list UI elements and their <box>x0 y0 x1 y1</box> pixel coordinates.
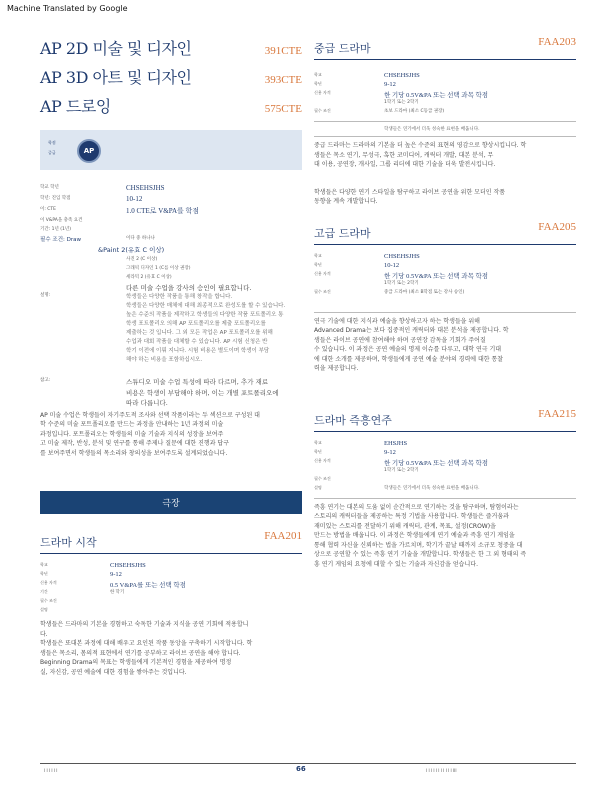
meta-value: 한 기당 0.5V&PA 또는 선택 과목 학점 <box>384 272 489 280</box>
meta-sub: 1학기 또는 2학기 <box>384 280 419 286</box>
detail-row <box>40 195 302 206</box>
ap-note-row <box>40 377 302 409</box>
prereq-line: 이다 중 하나나 <box>126 236 155 241</box>
meta-value: 0.5 V&PA를 또는 선택 학점 <box>110 582 186 589</box>
meta-key: 설명 <box>314 484 322 490</box>
body-line: 에 대한 소개를 제공하며, 학생들에게 공연 예술 분야의 경력에 대한 통찰 <box>314 355 504 363</box>
meta-key: 학교 <box>40 562 48 567</box>
body-line: 스토리의 캐릭터들을 제공하는 특정 기법을 사용합니다. 학생들은 즐거움과 <box>314 513 509 520</box>
ap-description <box>126 283 302 365</box>
detail-row <box>40 184 302 195</box>
summary-line: 고 미술 제작, 반성, 분석 및 연구를 통해 주제나 질문에 대한 진행과 답구 <box>40 440 229 447</box>
meta-value: 9-12 <box>110 571 122 578</box>
body-line: 대 이용, 공연장, 개사일, 그룹 리더에 대한 기술을 더욱 발전시킵니다. <box>314 161 496 168</box>
detail-small: 기간: 1년 (1년) <box>40 227 72 232</box>
body-line: 생들은 목소 연기, 무성극, 혹한 코미디어, 캐릭터 개발, 대본 분석, 무 <box>314 151 494 159</box>
desc-lead: 다른 미술 수업을 강사의 승인이 필요합니다. <box>126 284 252 292</box>
section-code: FAA215 <box>538 407 576 420</box>
prereq-item: 그래픽 디자인 1 (C를 이상 권장) <box>126 266 191 271</box>
meta-row <box>314 262 576 271</box>
ap-course-title: AP 드로잉 <box>40 97 111 116</box>
footer-left-mark: I I I I I I <box>44 768 58 773</box>
meta-key: 설명 <box>40 607 48 612</box>
meta-value: 한 학기 <box>110 589 125 594</box>
section-title: 고급 드라마 <box>314 226 371 240</box>
description-key: 설명: <box>40 293 51 298</box>
meta-row <box>40 571 302 580</box>
note-line: 스튜디오 미술 수업 특성에 따라 다르며, 추가 재료 <box>126 378 269 386</box>
meta-row <box>314 271 576 289</box>
prereq-list <box>40 256 302 283</box>
body-line: 즉흥 연기는 대본의 도움 없이 순간적으로 연기하는 것을 탐구하며, 탐험이라는 <box>314 503 519 511</box>
body-line: 중급 드라마는 드라마의 기본을 더 높은 수준의 표현의 영감으로 향상시킵니다. 학 <box>314 142 527 149</box>
meta-key: 학년 <box>314 261 322 267</box>
section-meta <box>40 562 302 616</box>
meta-value: 초보 드라마 (최소 C등급 권장) <box>384 109 445 114</box>
machine-translated-note: Machine Translated by Google <box>7 4 128 13</box>
detail-value: 1.0 CTE로 V&PA를 학점 <box>126 207 200 215</box>
meta-value: 9-12 <box>384 81 396 88</box>
meta-row <box>314 449 576 458</box>
meta-key: 학년 <box>314 81 322 86</box>
detail-key: 학년: 진입 학점 <box>40 196 71 201</box>
meta-row <box>314 485 576 494</box>
body-line: 상으로 공연할 수 있는 즉흥 연기 기술을 개발합니다. 학생들은 한 그 외 형태의 즉 <box>314 551 527 558</box>
desc-line: 제출하는 것 입니다. 그 외 모든 작업은 AP 포트폴리오를 위해 <box>126 330 273 336</box>
desc-line: 학생들은 다양한 매체에 대해 최종적으로 완성도를 할 수 있습니다. <box>126 303 286 309</box>
meta-value: 학생들은 연기에서 더욱 성숙한 표현을 배웁니다. <box>384 485 480 491</box>
detail-key: 이: CTE <box>40 207 57 212</box>
ap-description-row <box>40 283 302 365</box>
meta-row <box>40 589 302 598</box>
footer-right-mark: I I I I I I I I I I I III <box>426 768 457 773</box>
body-line: 학생들은 드라마의 기본을 경험하고 숙독한 기술과 지식을 공연 기회에 적용합니 <box>40 621 249 628</box>
meta-row <box>314 289 576 298</box>
left-column <box>40 36 302 677</box>
meta-row <box>314 458 576 476</box>
ap-note <box>126 377 302 409</box>
prereq-row <box>40 235 302 245</box>
ap-course-row <box>40 94 302 123</box>
ap-course-code: 393CTE <box>264 74 302 86</box>
body-line: 흥 연기 게임의 요청에 대할 수 있는 기술과 자신감을 얻습니다. <box>314 560 478 568</box>
ap-box-label: 증급 <box>48 150 56 155</box>
ap-course-title: AP 2D 미술 및 디자인 <box>40 39 192 58</box>
meta-value: CHSEHSJHS <box>110 562 146 569</box>
section-code: FAA205 <box>538 220 576 233</box>
meta-row <box>314 108 576 117</box>
prereq-item: 세라믹 2 (유효 C 이상) <box>126 275 172 280</box>
ap-info-box <box>40 130 302 170</box>
prereq-line: &Paint 2(유효 C 이상) <box>98 246 165 254</box>
detail-small: 이 V&PA을 충족 요건 <box>40 218 83 223</box>
section-meta <box>314 72 576 117</box>
desc-line: 학기 이전에 이뤄 지니다. 시험 비용은 별도이며 학생이 부담 <box>126 348 270 354</box>
body-line: 다. <box>40 630 48 638</box>
meta-key: 기간 <box>40 589 48 594</box>
meta-key: 학교 <box>314 72 322 77</box>
footer-rule <box>40 763 576 764</box>
meta-key: 필수 조건 <box>314 108 331 113</box>
meta-key: 신용 자격 <box>314 90 331 95</box>
body-line: 수 있습니다. 이 과정은 공연 예술의 명제 이슈를 다루고, 대학 연극 기대 <box>314 346 502 353</box>
summary-line: AP 미술 수업은 학생들이 자기주도적 조사와 선택 작품이라는 두 섹션으로 구성된 대 <box>40 411 260 419</box>
section-body <box>314 141 576 207</box>
drama-intro-section <box>40 530 302 677</box>
theater-banner: 극장 <box>40 491 302 514</box>
body-line: Advanced Drama는 보다 집중적인 캐릭터와 대본 분석을 제공합니다. 학 <box>314 327 509 334</box>
meta-key: 학교 <box>314 439 322 445</box>
detail-key: 학교 학년 <box>40 185 59 190</box>
note-key: 참고: <box>40 378 51 383</box>
body-line: 생들은 목소리, 몸의적 표현에서 연기를 공부하고 라이브 공연을 해야 합니다. <box>40 649 241 657</box>
section-title: 중급 드라마 <box>314 42 371 55</box>
section-code: FAA203 <box>538 36 576 48</box>
note-line: 따라 다릅니다. <box>126 399 168 407</box>
meta-key: 필수 조건 <box>314 288 331 294</box>
divider <box>314 121 576 122</box>
ap-course-row <box>40 36 302 65</box>
ap-box-label: 학점 <box>48 140 56 145</box>
desc-line: 높은 수준의 작품을 제작하고 학생들의 다양한 작품 포트폴리오 통 <box>126 312 284 318</box>
meta-value: 10-12 <box>384 261 400 269</box>
desc-line: 학생 포트폴리오 의해 AP 포트폴리오를 제출 포트폴리오를 <box>126 321 266 327</box>
summary-line: 학 수준의 미술 포트폴리오를 만드는 과정을 안내하는 1년 과정의 미술 <box>40 421 224 428</box>
section-header <box>314 221 576 245</box>
drama-adv-section <box>314 221 576 374</box>
detail-value: CHSEHSJHS <box>126 184 165 192</box>
ap-course-code: 575CTE <box>264 103 302 115</box>
body-line: 동향을 계속 개발합니다. <box>314 198 378 205</box>
ap-logo-icon: AP <box>77 139 101 163</box>
meta-key: 학년 <box>314 448 322 454</box>
meta-value: EHSJHS <box>384 439 408 447</box>
body-line: 생들은 라이브 공연에 참여해야 하며 공연장 감독을 기회가 주어질 <box>314 336 486 344</box>
ap-course-list <box>40 36 302 123</box>
meta-value: 한 기당 0.5V&PA 또는 선택 과목 학점 <box>384 92 489 99</box>
drama-perf-section <box>314 408 576 570</box>
section-code: FAA201 <box>264 530 302 542</box>
section-meta <box>314 253 576 298</box>
detail-row <box>40 206 302 217</box>
meta-row <box>40 580 302 589</box>
section-body <box>314 503 576 570</box>
section-title: 드라마 시작 <box>40 536 97 549</box>
drama-mid-section <box>314 36 576 207</box>
meta-row <box>314 81 576 90</box>
meta-key: 학년 <box>40 571 48 576</box>
summary-line: 과정입니다. 포트폴리오는 학생들의 미술 기술과 지식의 성장을 보여주 <box>40 430 224 438</box>
meta-row <box>314 253 576 262</box>
page-number: 66 <box>296 765 306 773</box>
desc-line: 해야 하는 비용을 포함하십시오. <box>126 357 203 363</box>
meta-value: CHSEHSJHS <box>384 252 420 260</box>
section-header <box>314 36 576 60</box>
body-line: 학생들은 다양한 연기 스타일을 탐구하고 라이브 공연을 위한 모더인 작품 <box>314 188 506 196</box>
section-title: 드라마 즉흥연주 <box>314 413 392 427</box>
summary-line: 를 보여주면서 학생들의 목소리와 창의성을 보여주도록 설계되었습니다. <box>40 449 228 457</box>
body-line: 통해 협력 자신을 신뢰하는 법을 가르치며, 학기가 끝날 때까지 소규모 청중을 대 <box>314 541 523 549</box>
body-line: 력을 제공합니다. <box>314 365 359 372</box>
meta-key: 필수 조건 <box>314 475 331 481</box>
meta-key: 신용 자격 <box>314 457 331 463</box>
ap-course-code: 391CTE <box>264 45 302 57</box>
meta-value: 중급 드라마 (최소 B학점 또는 강사 승인) <box>384 289 465 295</box>
body-line: 만드는 방법을 배웁니다. 이 과정은 학생들에게 연기 예술과 즉흥 연기 게임을 <box>314 532 515 539</box>
ap-details <box>40 184 302 409</box>
section-body <box>314 317 576 374</box>
ap-summary <box>40 411 302 459</box>
section-header <box>40 530 302 554</box>
meta-row <box>314 440 576 449</box>
body-line: 학생들은 또대본 과정에 대해 배우고 요인된 작품 동앙을 구축하기 시작합니다. 학 <box>40 640 253 647</box>
ap-course-row <box>40 65 302 94</box>
section-body <box>40 620 302 677</box>
body-line: 실, 자신감, 공연 예술에 대한 경험을 쌓아주는 것입니다. <box>40 668 187 676</box>
desc-line: 학생들은 다양한 작품을 통해 창작을 합니다. <box>126 294 233 300</box>
meta-sub: 1학기 또는 2학기 <box>384 100 419 105</box>
detail-value: 10-12 <box>126 195 143 203</box>
meta-row <box>40 562 302 571</box>
divider <box>314 498 576 499</box>
ap-course-title: AP 3D 아트 및 디자인 <box>40 68 192 87</box>
meta-row <box>40 607 302 616</box>
meta-key: 필수 조건 <box>40 598 57 603</box>
section-header <box>314 408 576 432</box>
meta-value: 9-12 <box>384 448 396 456</box>
meta-value: 한 기당 0.5V&PA 또는 선택 과목 학점 <box>384 459 489 467</box>
desc-note: 학생들은 연기에서 더욱 성숙한 표현을 배웁니다. <box>384 127 480 132</box>
prereq-key: 필수 조건: Draw <box>40 237 81 243</box>
meta-row <box>314 476 576 485</box>
meta-key: 학교 <box>314 252 322 258</box>
note-line: 비용은 학생이 부담해야 하며, 이는 개별 포트폴리오에 <box>126 388 279 397</box>
meta-key: 신용 자격 <box>314 270 331 276</box>
right-column <box>314 36 576 569</box>
meta-sub: 1학기 또는 2학기 <box>384 467 419 473</box>
meta-key: 신용 자격 <box>40 580 57 585</box>
body-line: 재미있는 스토리를 전달하기 위해 캐릭터, 관계, 목표, 설정(CROW)을 <box>314 522 496 530</box>
meta-row <box>314 72 576 81</box>
body-line: Beginning Drama의 목표는 학생들에게 기본적인 경험을 제공하여 명정 <box>40 659 232 666</box>
meta-value: CHSEHSJHS <box>384 72 420 79</box>
meta-row <box>314 90 576 108</box>
meta-row <box>40 598 302 607</box>
section-meta <box>314 440 576 494</box>
body-line: 연극 기술에 대한 지식과 예술을 향상하고자 하는 학생들을 위해 <box>314 317 480 325</box>
divider <box>314 312 576 313</box>
desc-line: 수업과 대회 작품을 대체할 수 있습니다. AP 시험 신청은 반 <box>126 339 268 345</box>
divider <box>314 136 576 137</box>
prereq-item: 사진 2 (C 이상) <box>126 257 158 262</box>
